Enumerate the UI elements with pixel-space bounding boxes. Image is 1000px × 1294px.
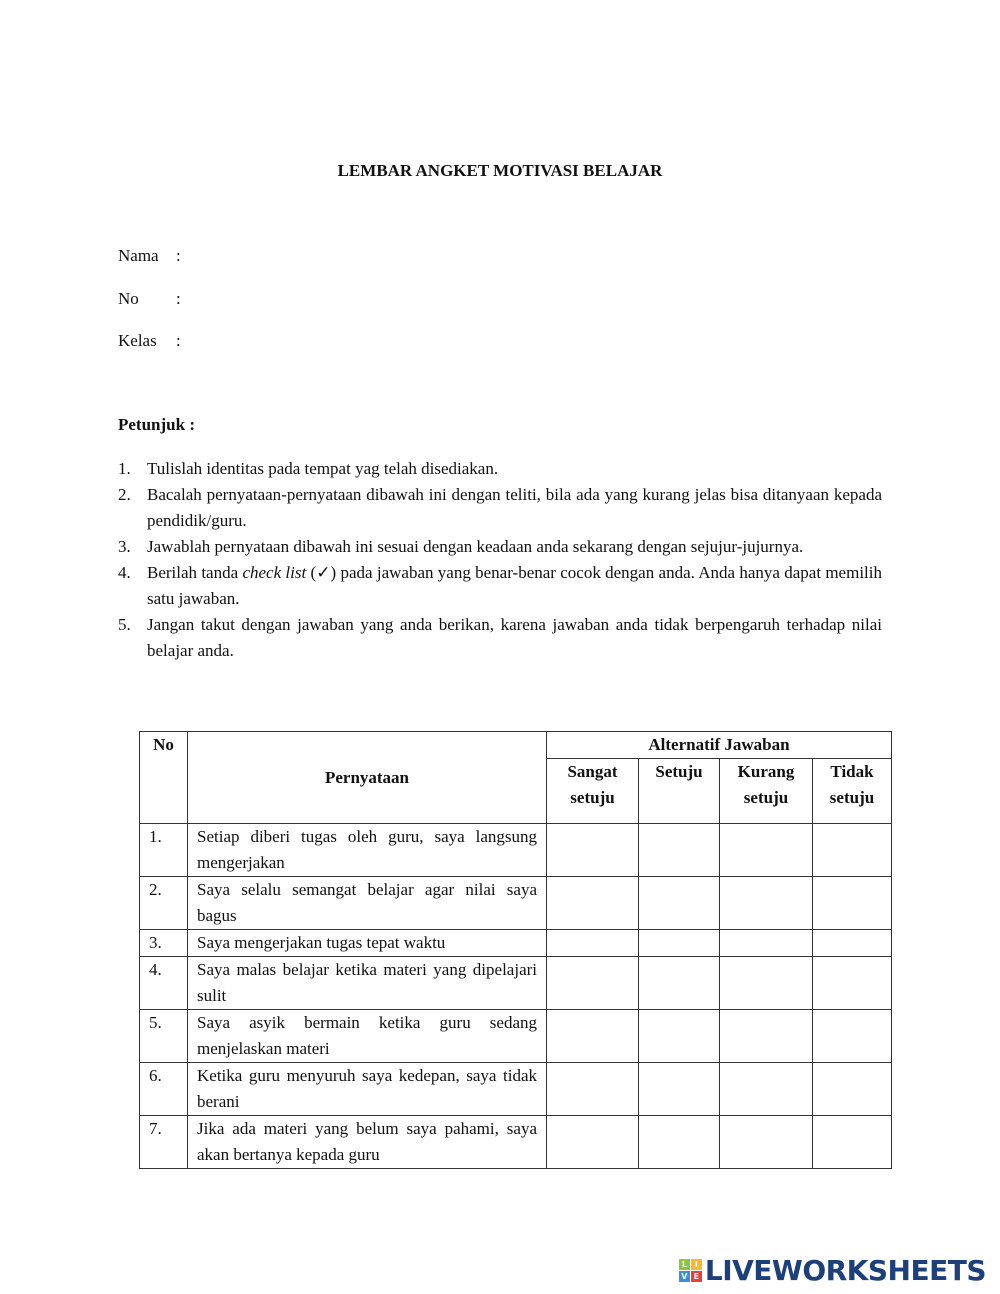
- item-text: Jangan takut dengan jawaban yang anda berikan, karena jawaban anda tidak berpengaruh terhadap nilai belajar anda.: [147, 615, 882, 660]
- answer-cell-tidak-setuju[interactable]: [813, 1063, 892, 1116]
- row-statement: Setiap diberi tugas oleh guru, saya langsung mengerjakan: [188, 824, 547, 877]
- row-number: 7.: [140, 1116, 188, 1169]
- header-statement: Pernyataan: [188, 732, 547, 824]
- answer-cell-sangat-setuju[interactable]: [547, 1063, 639, 1116]
- colon: :: [176, 331, 181, 350]
- row-number: 2.: [140, 877, 188, 930]
- item-number: 4.: [118, 563, 131, 582]
- logo-letter: L: [679, 1259, 690, 1270]
- item-text: Bacalah pernyataan-pernyataan dibawah ini dengan teliti, bila ada yang kurang jelas bisa ditanyaan kepada pendidik/guru.: [147, 485, 882, 530]
- page-title: LEMBAR ANGKET MOTIVASI BELAJAR: [337, 161, 663, 180]
- colon: :: [176, 246, 181, 265]
- instruction-item: [118, 456, 882, 482]
- table-row: [140, 930, 892, 957]
- item-text: (✓) pada jawaban yang benar-benar cocok dengan anda. Anda hanya dapat memilih satu jawaban.: [147, 563, 882, 608]
- answer-cell-sangat-setuju[interactable]: [547, 957, 639, 1010]
- answer-cell-kurang-setuju[interactable]: [720, 957, 813, 1010]
- number-label: No: [118, 289, 139, 308]
- name-field[interactable]: [118, 246, 181, 266]
- row-number: 4.: [140, 957, 188, 1010]
- row-number: 3.: [140, 930, 188, 957]
- class-field[interactable]: [118, 331, 181, 351]
- answer-cell-kurang-setuju[interactable]: [720, 930, 813, 957]
- instruction-item: [118, 612, 882, 664]
- header-option: Setuju: [639, 759, 720, 824]
- answer-cell-sangat-setuju[interactable]: [547, 824, 639, 877]
- row-statement: Saya mengerjakan tugas tepat waktu: [188, 930, 547, 957]
- header-no: No: [140, 732, 188, 824]
- colon: :: [176, 289, 181, 308]
- answer-cell-tidak-setuju[interactable]: [813, 877, 892, 930]
- instruction-item: [118, 482, 882, 534]
- row-statement: Saya asyik bermain ketika guru sedang menjelaskan materi: [188, 1010, 547, 1063]
- item-text: Tulislah identitas pada tempat yag telah disediakan.: [147, 459, 499, 478]
- answer-cell-kurang-setuju[interactable]: [720, 1010, 813, 1063]
- answer-cell-sangat-setuju[interactable]: [547, 930, 639, 957]
- answer-cell-kurang-setuju[interactable]: [720, 1116, 813, 1169]
- answer-cell-setuju[interactable]: [639, 1010, 720, 1063]
- item-text: Jawablah pernyataan dibawah ini sesuai dengan keadaan anda sekarang dengan sejujur-jujurnya.: [147, 537, 804, 556]
- liveworksheets-logo: [679, 1254, 986, 1287]
- row-statement: Saya malas belajar ketika materi yang dipelajari sulit: [188, 957, 547, 1010]
- answer-cell-tidak-setuju[interactable]: [813, 1010, 892, 1063]
- row-statement: Jika ada materi yang belum saya pahami, saya akan bertanya kepada guru: [188, 1116, 547, 1169]
- answer-cell-setuju[interactable]: [639, 824, 720, 877]
- row-number: 6.: [140, 1063, 188, 1116]
- answer-cell-setuju[interactable]: [639, 1063, 720, 1116]
- class-label: Kelas: [118, 331, 157, 350]
- answer-cell-tidak-setuju[interactable]: [813, 824, 892, 877]
- instruction-item: [118, 560, 882, 612]
- item-emphasis: check list: [242, 563, 307, 582]
- answer-cell-setuju[interactable]: [639, 1116, 720, 1169]
- table-row: [140, 1010, 892, 1063]
- table-row: [140, 1116, 892, 1169]
- answer-cell-kurang-setuju[interactable]: [720, 1063, 813, 1116]
- name-label: Nama: [118, 246, 159, 265]
- row-statement: Saya selalu semangat belajar agar nilai saya bagus: [188, 877, 547, 930]
- answer-cell-tidak-setuju[interactable]: [813, 1116, 892, 1169]
- table-row: [140, 824, 892, 877]
- logo-letter: V: [679, 1271, 690, 1282]
- questionnaire-table: [139, 731, 892, 1169]
- answer-cell-kurang-setuju[interactable]: [720, 824, 813, 877]
- answer-cell-kurang-setuju[interactable]: [720, 877, 813, 930]
- instructions-heading: Petunjuk :: [118, 415, 195, 434]
- answer-cell-tidak-setuju[interactable]: [813, 957, 892, 1010]
- answer-cell-sangat-setuju[interactable]: [547, 1116, 639, 1169]
- instruction-item: [118, 534, 882, 560]
- header-answer-options: Alternatif Jawaban: [547, 732, 892, 759]
- logo-text: LIVEWORKSHEETS: [704, 1254, 986, 1287]
- table-row: [140, 877, 892, 930]
- number-field[interactable]: [118, 289, 181, 309]
- row-number: 5.: [140, 1010, 188, 1063]
- row-number: 1.: [140, 824, 188, 877]
- answer-cell-setuju[interactable]: [639, 957, 720, 1010]
- table-row: [140, 1063, 892, 1116]
- header-option: Sangat setuju: [547, 759, 639, 824]
- logo-letter: I: [691, 1259, 702, 1270]
- item-text: Berilah tanda: [147, 563, 243, 582]
- answer-cell-sangat-setuju[interactable]: [547, 877, 639, 930]
- table-row: [140, 957, 892, 1010]
- answer-cell-setuju[interactable]: [639, 877, 720, 930]
- item-number: 3.: [118, 537, 131, 556]
- instructions-list: [118, 456, 882, 664]
- answer-cell-tidak-setuju[interactable]: [813, 930, 892, 957]
- header-option: Tidak setuju: [813, 759, 892, 824]
- logo-letter: E: [691, 1271, 702, 1282]
- item-number: 1.: [118, 459, 131, 478]
- logo-icon: [679, 1259, 702, 1282]
- header-option: Kurang setuju: [720, 759, 813, 824]
- item-number: 5.: [118, 615, 131, 634]
- answer-cell-sangat-setuju[interactable]: [547, 1010, 639, 1063]
- answer-cell-setuju[interactable]: [639, 930, 720, 957]
- item-number: 2.: [118, 485, 131, 504]
- row-statement: Ketika guru menyuruh saya kedepan, saya tidak berani: [188, 1063, 547, 1116]
